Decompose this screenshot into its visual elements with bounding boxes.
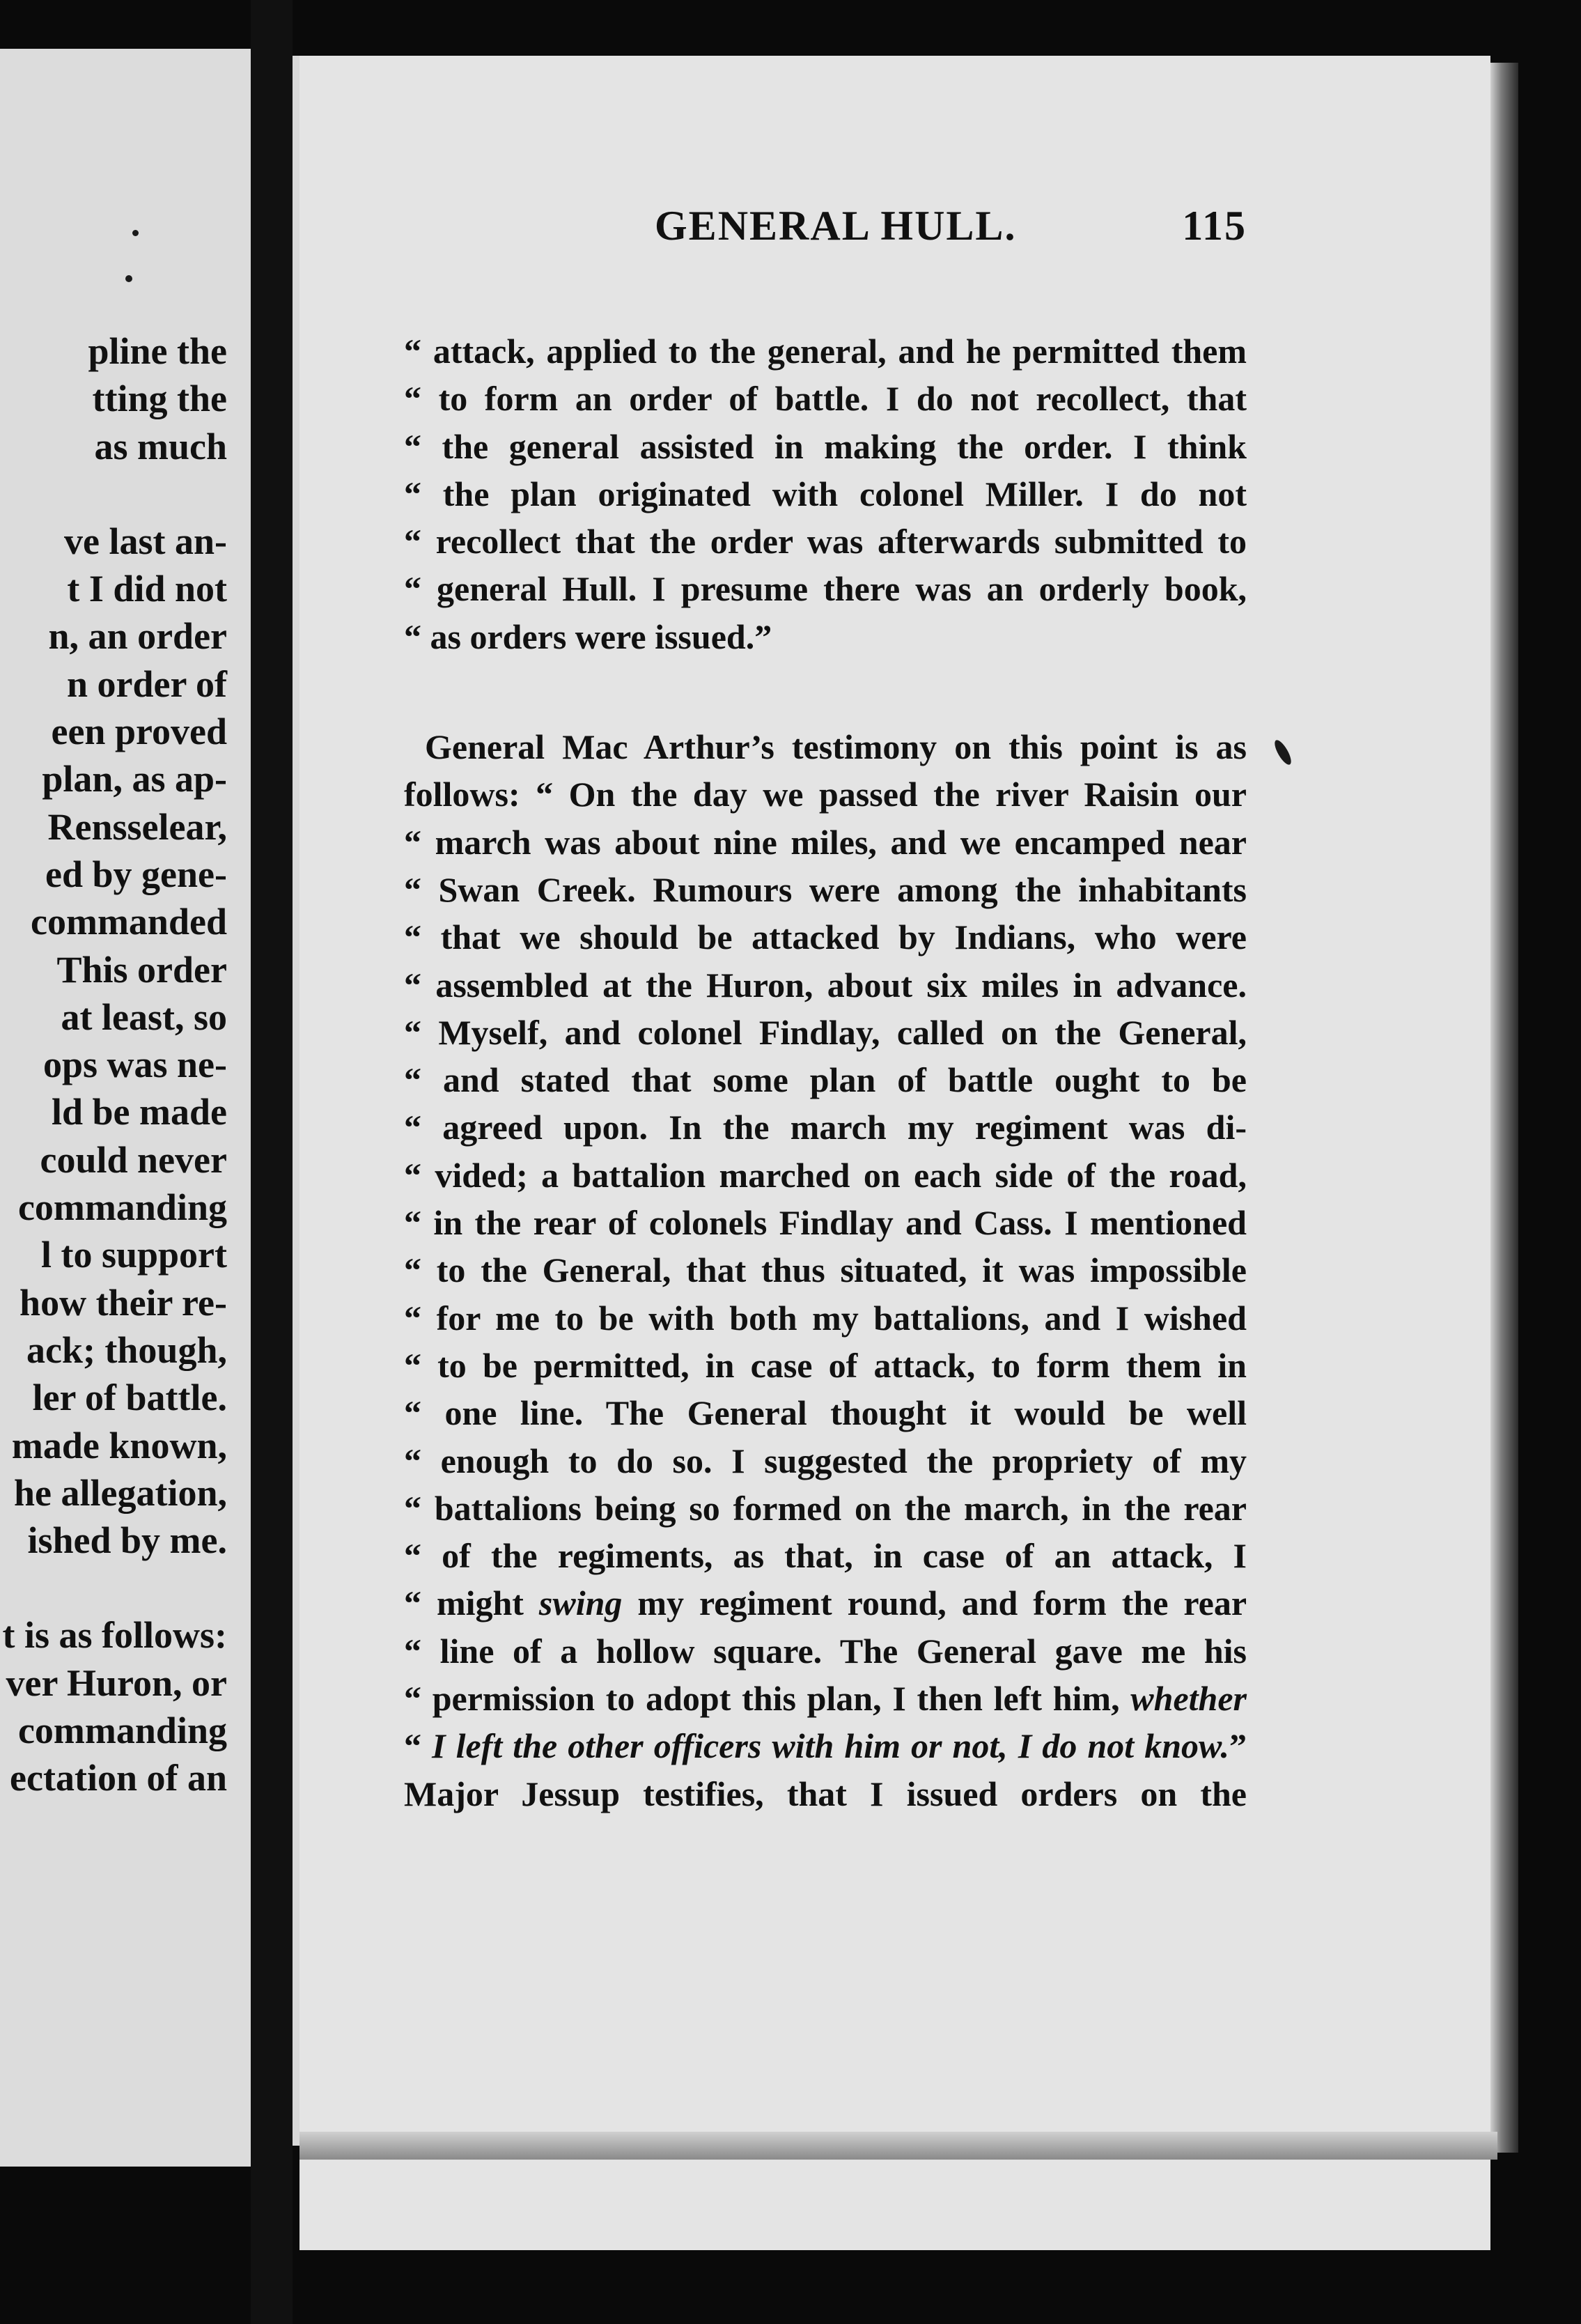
text-span: “ permission to adopt this plan, I then left him,: [404, 1679, 1131, 1719]
text-line: “ in the rear of colonels Findlay and Cass. I mentioned: [404, 1203, 1247, 1243]
gutter-edge: [293, 56, 299, 2146]
text-line: “ to form an order of battle. I do not recollect, that: [404, 379, 1247, 419]
text-span: “ might: [404, 1583, 539, 1623]
text-line: “ for me to be with both my battalions, and I wished: [404, 1298, 1247, 1338]
left-line: een proved: [51, 711, 227, 753]
text-line: [404, 1722, 1247, 1769]
page-right-edge: [1490, 63, 1518, 2153]
left-line: ler of battle.: [32, 1377, 227, 1419]
left-line: as much: [94, 425, 227, 467]
left-line: commanding: [17, 1710, 227, 1752]
text-line: “ march was about nine miles, and we encamped near: [404, 822, 1247, 862]
left-line-gap: [3, 1564, 228, 1611]
left-line: n, an order: [48, 615, 227, 658]
left-line: ack; though,: [26, 1328, 227, 1371]
italic-text: I left the other officers with him or not, I do not know.: [432, 1726, 1230, 1766]
left-page-fragment: [0, 49, 251, 2167]
left-line: l to support: [40, 1234, 227, 1276]
left-line: This order: [56, 948, 227, 991]
left-line: ops was ne-: [42, 1044, 227, 1086]
left-line: ed by gene-: [45, 853, 227, 895]
text-line: “ to be permitted, in case of attack, to form them in: [404, 1345, 1247, 1385]
text-line: “ as orders were issued.”: [404, 617, 772, 656]
left-line: n order of: [67, 663, 227, 705]
paragraph-gap: [404, 660, 1247, 723]
left-line-gap: [3, 470, 228, 518]
left-line: ectation of an: [10, 1757, 227, 1799]
text-line: “ battalions being so formed on the march, in the rear: [404, 1488, 1247, 1528]
left-line: could never: [40, 1138, 227, 1181]
text-line: “ Swan Creek. Rumours were among the inhabitants: [404, 869, 1247, 909]
left-line: commanded: [31, 901, 227, 943]
book-gutter: [251, 0, 293, 2324]
text-line: “ Myself, and colonel Findlay, called on the General,: [404, 1012, 1247, 1052]
page-title: GENERAL HULL.: [655, 203, 1017, 249]
left-line: at least, so: [61, 996, 227, 1038]
left-line: plan, as ap-: [42, 758, 227, 800]
left-line: pline the: [88, 330, 227, 372]
text-line: Major Jessup testifies, that I issued orders on the: [404, 1774, 1247, 1813]
left-line: how their re-: [20, 1281, 227, 1324]
text-line: “ assembled at the Huron, about six miles in advance.: [404, 965, 1247, 1005]
italic-text: swing: [538, 1583, 623, 1623]
left-line: tting the: [92, 378, 227, 420]
italic-text: whether: [1130, 1679, 1247, 1719]
page-number: 115: [1182, 203, 1247, 249]
left-line: t I did not: [67, 568, 227, 610]
text-line: “ agreed upon. In the march my regiment was di-: [404, 1108, 1247, 1147]
left-line: ld be made: [51, 1091, 227, 1133]
text-line: “ the general assisted in making the order. I think: [404, 426, 1247, 466]
text-line: “ recollect that the order was afterwards submitted to: [404, 522, 1247, 561]
left-line: ve last an-: [64, 520, 227, 562]
text-line: “ general Hull. I presume there was an orderly book,: [404, 569, 1247, 609]
text-line: [404, 1675, 1247, 1722]
text-line: “ to the General, that thus situated, it was impossible: [404, 1250, 1247, 1290]
text-line: [404, 1579, 1247, 1627]
text-line: “ line of a hollow square. The General gave me his: [404, 1631, 1247, 1671]
text-line: follows: “ On the day we passed the river Raisin our: [404, 775, 1247, 814]
left-line: t is as follows:: [2, 1614, 227, 1657]
text-line: “ and stated that some plan of battle ought to be: [404, 1060, 1247, 1100]
body-text: [404, 327, 1247, 1818]
text-line: “ vided; a battalion marched on each side of the road,: [404, 1155, 1247, 1195]
left-line: ished by me.: [27, 1519, 227, 1562]
scan-speck: [125, 275, 132, 282]
text-line: “ of the regiments, as that, in case of an attack, I: [404, 1536, 1247, 1576]
left-line: he allegation,: [14, 1471, 227, 1514]
left-page-text: [3, 327, 228, 1802]
page-bottom-edge: [299, 2132, 1497, 2160]
scan-speck: [132, 230, 139, 236]
text-line: “ enough to do so. I suggested the propriety of my: [404, 1441, 1247, 1480]
text-span: “: [404, 1726, 433, 1766]
text-line: “ the plan originated with colonel Miller. I do not: [404, 474, 1247, 513]
text-line: “ attack, applied to the general, and he permitted them: [404, 332, 1247, 371]
text-span: ”: [1229, 1726, 1247, 1766]
left-line: commanding: [17, 1186, 227, 1229]
left-line: made known,: [11, 1424, 227, 1466]
text-line: General Mac Arthur’s testimony on this point is as: [425, 727, 1247, 767]
left-line: ver Huron, or: [6, 1661, 227, 1704]
text-line: “ that we should be attacked by Indians, who were: [404, 917, 1247, 957]
text-line: “ one line. The General thought it would be well: [404, 1393, 1247, 1433]
text-span: my regiment round, and form the rear: [622, 1583, 1247, 1623]
left-line: Rensselear,: [47, 805, 227, 848]
